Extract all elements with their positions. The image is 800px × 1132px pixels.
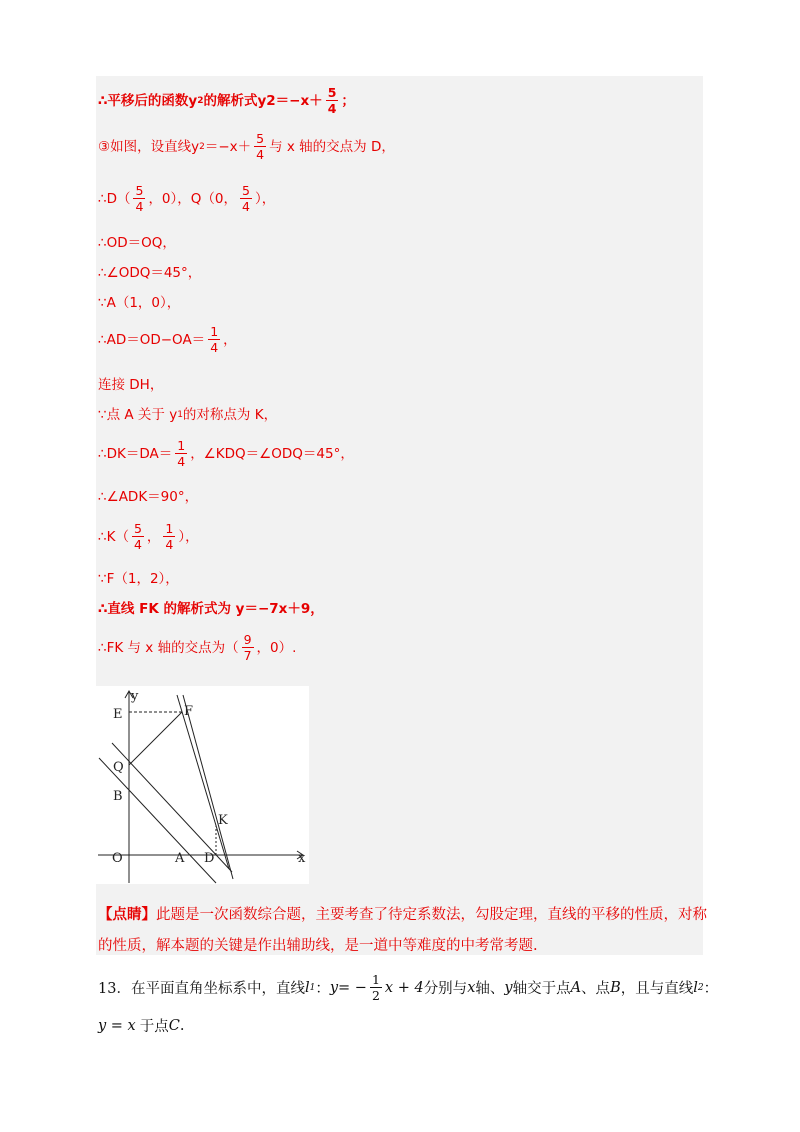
math-y: y: [504, 979, 513, 996]
text: ∴OD＝OQ，: [98, 235, 176, 251]
text: ③如图，设直线y: [98, 138, 200, 155]
denominator: 4: [327, 101, 337, 116]
solution-line-10: [98, 438, 354, 469]
point-a: A: [570, 979, 582, 996]
solution-line-3: [98, 183, 275, 214]
point-c: C: [168, 1017, 180, 1034]
numerator: 1: [210, 324, 219, 339]
subscript: 1: [177, 410, 183, 420]
math-l: l: [304, 979, 310, 996]
fraction: [208, 324, 220, 355]
solution-line-11: [98, 488, 198, 506]
solution-line-5: [98, 264, 201, 282]
coordinate-figure: [96, 686, 309, 884]
subscript: 2: [697, 982, 704, 993]
text: 连接 DH，: [98, 377, 164, 393]
coordinate-figure-svg: [96, 686, 309, 884]
solution-line-1: [98, 85, 355, 116]
text: ∴FK 与 x 轴的交点为（: [98, 639, 239, 656]
text: 分别与: [423, 981, 468, 997]
solution-line-9: [98, 406, 277, 424]
text: .: [179, 1017, 185, 1034]
text: 轴交于点: [512, 981, 571, 997]
text: 、点: [581, 981, 611, 997]
text: ），: [178, 528, 199, 545]
text: ∴DK＝DA＝: [98, 445, 173, 462]
text: 的对称点为 K，: [182, 407, 278, 423]
text: ∴AD＝OD−OA＝: [98, 331, 206, 348]
numerator: 1: [165, 521, 174, 536]
numerator: 5: [135, 183, 144, 198]
text: ∴K（: [98, 528, 129, 545]
denominator: 2: [371, 988, 380, 1003]
solution-line-15: [98, 632, 296, 663]
fraction: [240, 183, 252, 214]
solution-line-12: [98, 521, 199, 552]
math-text: y = x: [98, 1017, 136, 1034]
text: ，0）.: [256, 639, 297, 656]
question-13-line-2: [98, 1015, 184, 1036]
subscript: 1: [309, 982, 316, 993]
summary-text: 的性质，解本题的关键是作出辅助线，是一道中等难度的中考常考题.: [98, 938, 538, 954]
text: ＝−x＋: [204, 138, 252, 155]
denominator: 4: [242, 199, 250, 214]
solution-line-8: [98, 376, 163, 394]
math-x: x: [467, 979, 476, 996]
fraction: [254, 131, 266, 162]
summary-text: 此题是一次函数综合题，主要考查了待定系数法，勾股定理，直线的平移的性质，对称: [156, 907, 707, 923]
numerator: 9: [243, 632, 252, 647]
solution-line-2: [98, 131, 395, 162]
text: ∴D（: [98, 190, 131, 207]
text: ∵点 A 关于 y: [98, 407, 178, 423]
label-b: B: [113, 789, 123, 804]
text: ∴平移后的函数y: [98, 92, 198, 109]
numerator: 5: [133, 521, 142, 536]
math-l: l: [693, 979, 698, 996]
text: 于点: [139, 1019, 169, 1035]
question-13-line-1: [98, 972, 718, 1003]
text: ：: [315, 981, 330, 997]
text: ∴∠ADK＝90°，: [98, 489, 199, 505]
text: ∴∠ODQ＝45°，: [98, 265, 202, 281]
summary-tag: 【点睛】: [98, 906, 156, 923]
text: ，且与直线: [620, 981, 694, 997]
summary-line-2: [98, 937, 538, 955]
subscript: 2: [197, 95, 204, 106]
fraction: [133, 183, 145, 214]
fraction: [370, 972, 382, 1003]
solution-line-4: [98, 234, 176, 252]
text: 的解析式y2＝−x＋: [203, 92, 323, 109]
denominator: 4: [165, 537, 174, 552]
fraction: [242, 632, 254, 663]
solution-line-14: [98, 600, 324, 618]
math-text: = −: [338, 979, 367, 996]
label-a: A: [175, 851, 185, 866]
label-e: E: [113, 707, 123, 722]
text: ，∠KDQ＝∠ODQ＝45°，: [190, 445, 354, 462]
text: ；: [341, 92, 355, 109]
text: ，: [223, 331, 237, 348]
text: ：: [703, 981, 719, 997]
denominator: 4: [256, 147, 265, 162]
fraction: [132, 521, 144, 552]
numerator: 5: [256, 131, 265, 146]
numerator: 1: [371, 972, 380, 987]
solution-line-13: [98, 570, 179, 588]
numerator: 5: [242, 183, 250, 198]
point-b: B: [610, 979, 621, 996]
label-d: D: [204, 851, 215, 866]
denominator: 4: [210, 340, 219, 355]
denominator: 4: [177, 454, 186, 469]
segment-qf: [129, 712, 182, 765]
math-y: y: [329, 979, 339, 996]
numerator: 5: [327, 85, 337, 100]
text: 与 x 轴的交点为 D，: [269, 138, 395, 155]
text: ，: [146, 528, 161, 545]
subscript: 2: [199, 141, 205, 152]
denominator: 7: [243, 648, 252, 663]
line-fk-1: [177, 695, 229, 869]
numerator: 1: [177, 438, 186, 453]
solution-line-6: [98, 294, 180, 312]
fraction: [163, 521, 175, 552]
text: ），: [254, 190, 276, 207]
label-q: Q: [113, 760, 124, 775]
label-k: K: [218, 813, 228, 828]
summary-line-1: [98, 906, 707, 924]
fraction: [175, 438, 187, 469]
denominator: 4: [133, 537, 142, 552]
text: 13．在平面直角坐标系中，直线: [98, 981, 305, 997]
text: ∵A（1，0），: [98, 295, 181, 311]
label-y: y: [131, 689, 139, 704]
label-o: O: [112, 851, 123, 866]
label-x: x: [298, 851, 306, 866]
text: ，0），Q（0，: [148, 190, 237, 207]
text: 轴、: [475, 981, 505, 997]
solution-line-7: [98, 324, 237, 355]
math-text: x + 4: [384, 979, 424, 996]
text: ∵F（1，2），: [98, 571, 179, 587]
denominator: 4: [135, 199, 144, 214]
fraction: [326, 85, 339, 116]
label-f: F: [184, 704, 194, 719]
text: ∴直线 FK 的解析式为 y＝−7x＋9，: [98, 601, 324, 617]
